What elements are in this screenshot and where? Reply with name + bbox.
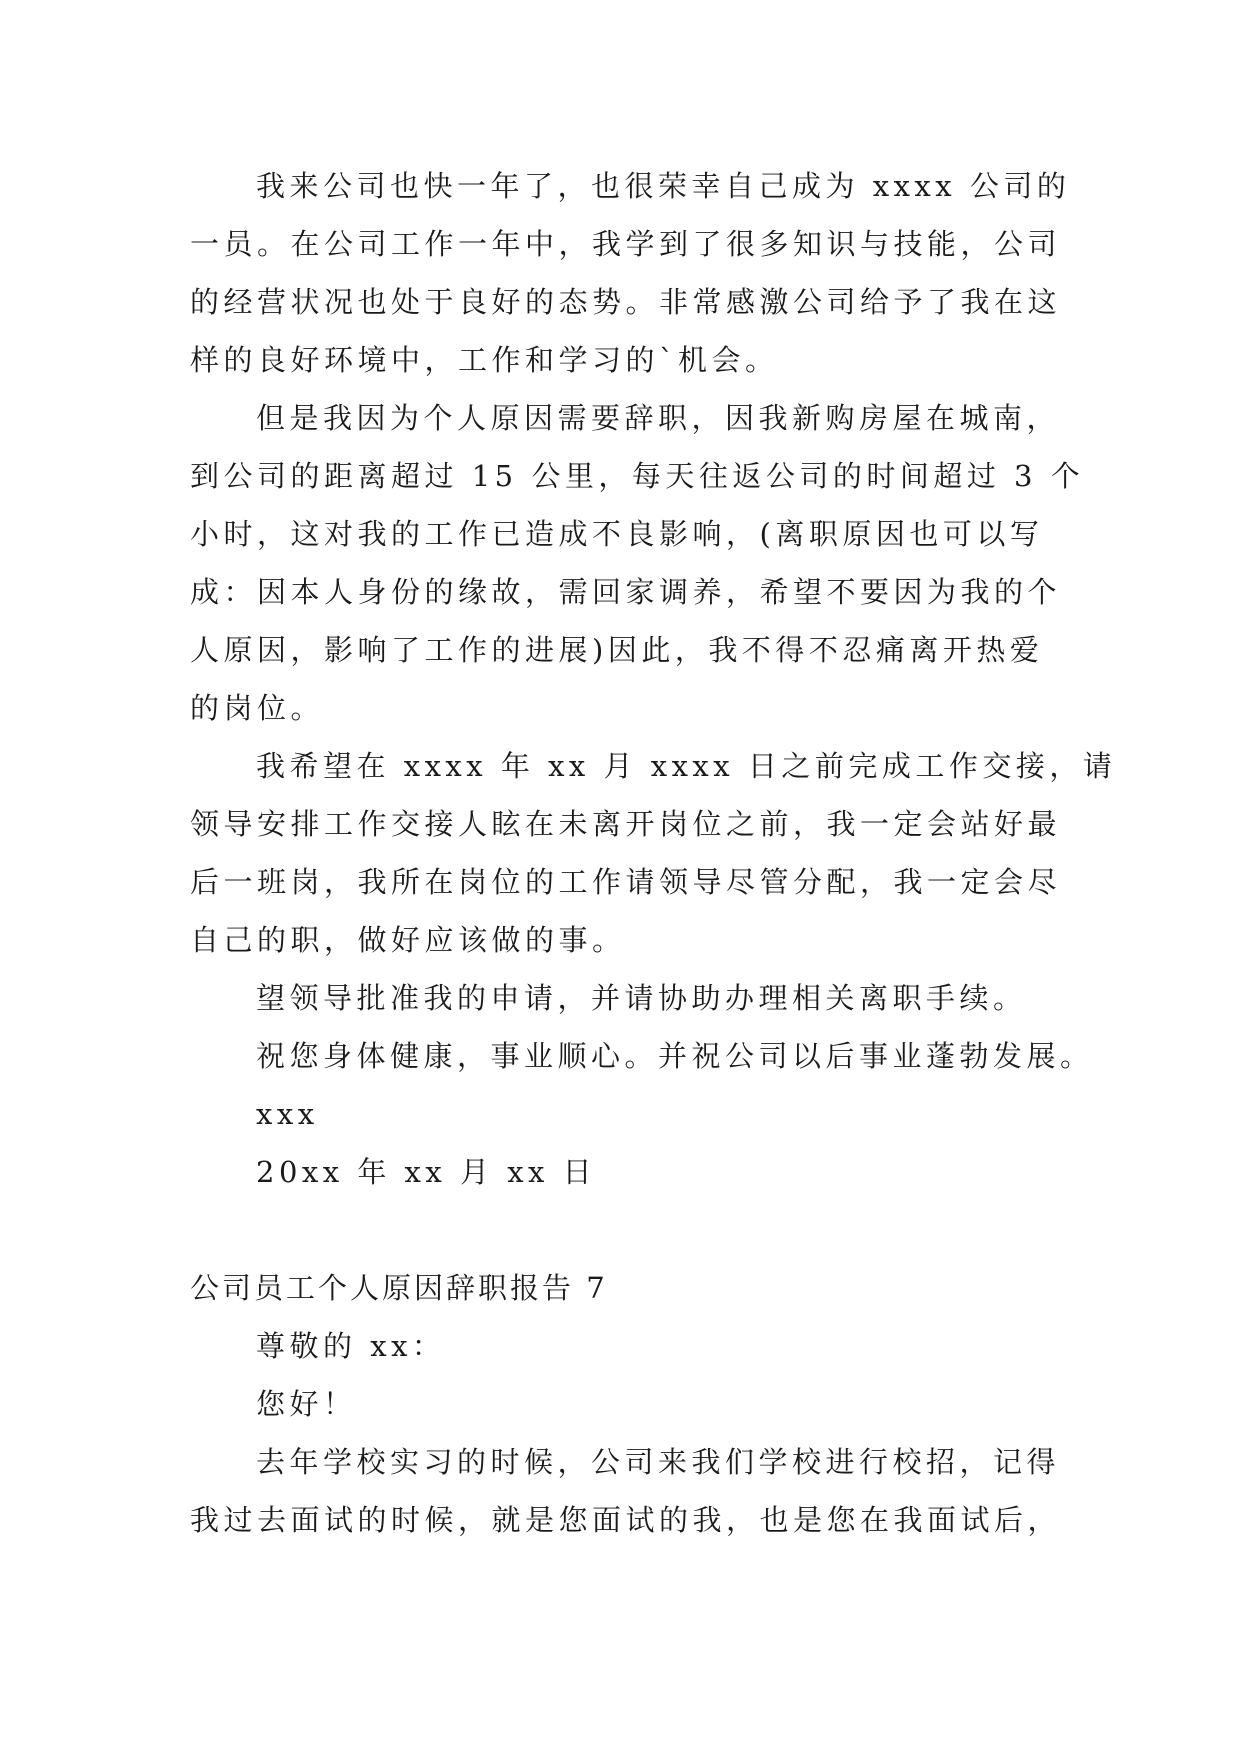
paragraph-line: 但是我因为个人原因需要辞职，因我新购房屋在城南， bbox=[256, 401, 1061, 435]
section-gap bbox=[190, 1201, 1056, 1259]
paragraph-line: 自己的职，做好应该做的事。 bbox=[190, 923, 626, 957]
paragraph-line: 一员。在公司工作一年中，我学到了很多知识与技能，公司 bbox=[190, 227, 1062, 261]
paragraph-line: 我希望在 xxxx 年 xx 月 xxxx 日之前完成工作交接，请 bbox=[256, 749, 1117, 783]
signature: xxx bbox=[256, 1097, 319, 1131]
paragraph-line: 我来公司也快一年了，也很荣幸自己成为 xxxx 公司的 bbox=[256, 169, 1071, 203]
paragraph-line: 的岗位。 bbox=[190, 691, 325, 725]
section-title: 公司员工个人原因辞职报告 7 bbox=[190, 1271, 608, 1305]
paragraph-line: 到公司的距离超过 15 公里，每天往返公司的时间超过 3 个 bbox=[190, 459, 1085, 493]
greeting: 您好！ bbox=[256, 1387, 357, 1421]
paragraph-line: 后一班岗，我所在岗位的工作请领导尽管分配，我一定会尽 bbox=[190, 865, 1062, 899]
document-body bbox=[190, 157, 1117, 1549]
paragraph-1 bbox=[190, 157, 1071, 389]
paragraph-4: 望领导批准我的申请，并请协助办理相关离职手续。 bbox=[256, 981, 1027, 1015]
paragraph-line: 样的良好环境中，工作和学习的`机会。 bbox=[190, 343, 779, 377]
paragraph-2 bbox=[190, 389, 1085, 737]
paragraph-line: 成：因本人身份的缘故，需回家调养，希望不要因为我的个 bbox=[190, 575, 1062, 609]
paragraph-line: 去年学校实习的时候，公司来我们学校进行校招，记得 bbox=[256, 1445, 1061, 1479]
date-line: 20xx 年 xx 月 xx 日 bbox=[256, 1155, 597, 1189]
salutation: 尊敬的 xx： bbox=[256, 1329, 446, 1363]
paragraph-5: 祝您身体健康，事业顺心。并祝公司以后事业蓬勃发展。 bbox=[256, 1039, 1094, 1073]
paragraph-line: 人原因，影响了工作的进展)因此，我不得不忍痛离开热爱 bbox=[190, 633, 1044, 667]
paragraph-6 bbox=[190, 1433, 1062, 1549]
paragraph-line: 领导安排工作交接人眩在未离开岗位之前，我一定会站好最 bbox=[190, 807, 1062, 841]
paragraph-3 bbox=[190, 737, 1117, 969]
paragraph-line: 我过去面试的时候，就是您面试的我，也是您在我面试后， bbox=[190, 1503, 1062, 1537]
paragraph-line: 的经营状况也处于良好的态势。非常感激公司给予了我在这 bbox=[190, 285, 1062, 319]
paragraph-line: 小时，这对我的工作已造成不良影响，(离职原因也可以写 bbox=[190, 517, 1044, 551]
